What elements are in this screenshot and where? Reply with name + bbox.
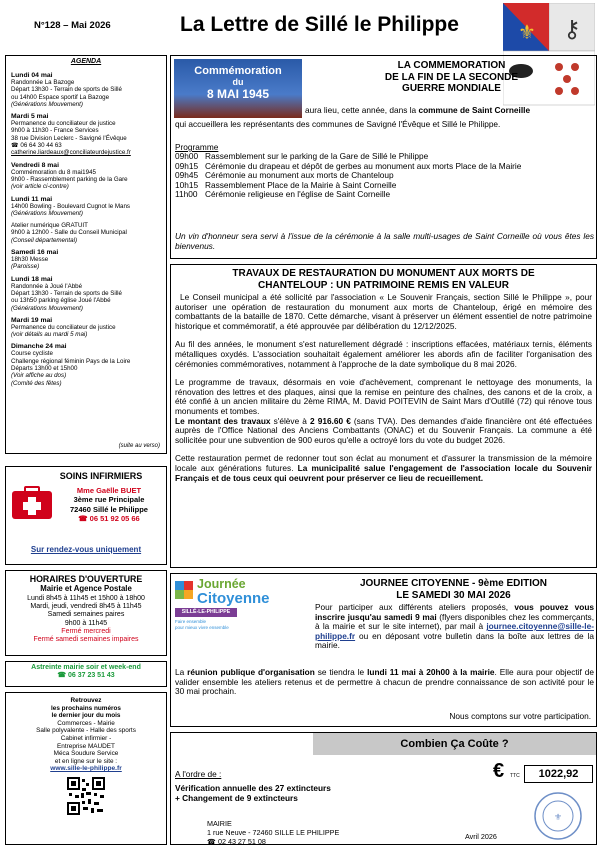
agenda-line: (Générations Mouvement) xyxy=(11,100,83,108)
agenda-date: Lundi 18 mai xyxy=(11,275,53,283)
agenda-line: Départ 13h30 - Terrain de sports de Sillé xyxy=(11,86,122,94)
horaires-line: Lundi 8h45 à 11h45 et 15h00 à 18h00 xyxy=(27,595,145,602)
commemoration-title-line: DE LA FIN DE LA SECONDE xyxy=(384,71,519,83)
logo-tagline1: Faire ensemble xyxy=(175,619,207,624)
travaux-article xyxy=(170,264,597,568)
commemoration-intro-rest: qui accueillera les représentants des communes de Savigné l'Évêque et Sillé le Philippe. xyxy=(175,119,501,129)
retrouvez-line: les prochains numéros xyxy=(51,704,121,712)
agenda-line: 9h00 - Rassemblement parking de la Gare xyxy=(11,175,128,183)
agenda-date: Mardi 19 mai xyxy=(11,316,53,324)
badge-line3: 8 MAI 1945 xyxy=(206,87,270,101)
programme-text: Rassemblement sur le parking de la Gare de Sillé le Philippe xyxy=(205,151,429,161)
programme-row xyxy=(175,190,594,200)
agenda-line: Départ 13h30 - Terrain de sports de Sillé xyxy=(11,289,122,297)
agenda-item xyxy=(11,162,161,191)
retrouvez-place: Méca Soudure Service xyxy=(53,750,119,758)
agenda-item xyxy=(11,343,161,386)
agenda-panel xyxy=(5,55,167,454)
agenda-item xyxy=(11,249,161,271)
logo-citoyenne: Citoyenne xyxy=(197,590,270,607)
retrouvez-place: Entreprise MAUDET xyxy=(57,742,115,750)
agenda-line: Permanence du conciliateur de justice xyxy=(11,323,116,331)
agenda-line: 38 rue Division Leclerc - Savigné l'Évêque xyxy=(11,134,127,142)
agenda-line: catherine.liardeaux@conciliateurdejustice.fr xyxy=(11,149,131,157)
agenda-date: Lundi 04 mai xyxy=(11,72,53,79)
footer-date: Avril 2026 xyxy=(465,832,497,841)
travaux-p1: Le Conseil municipal a été sollicité par l'association « Le Souvenir Français, section Sillé le Philippe », pour autoriser une opération de restauration du monument aux morts de Chanteloup, érigé en mémoire des combattants de la bataille de 1870. Cette démarche, visant à préserver un élément essentiel de notre patrimoine historique et commémoratif, a été approuvée par délibération du 12/12/2025. xyxy=(175,292,592,331)
astreinte-phone: ☎ 06 37 23 51 43 xyxy=(57,672,115,679)
citoyenne-p1-top: Pour participer aux différents ateliers proposés, vous pouvez vous inscrire jusqu'au samedi 9 mai (flyers disponibles chez les commerçants, à la mairie et sur le site internet), par mail à journee.citoyenne@sille-le-philippe.fr ou en déposant votre bulletin dans la boîte aux lettres de la mairie. xyxy=(315,602,595,651)
mairie-stamp-icon xyxy=(533,791,583,841)
travaux-p3-amount: Le montant des travaux s'élève à 2 916.60 € (sans TVA). Des demandes d'aide financière ont été effectuées auprès de l'Office National des Anciens Combattants (ONAC) et du Souvenir Français. La commune a été sollicitée pour une subvention de 900 euros qu'elle a octroyé lors du vote du budget 2026. xyxy=(175,415,592,445)
travaux-p3: Le programme de travaux, désormais en voie d'achèvement, comprenant le nettoyage des monuments, la rénovation des lettres et des plaques, ainsi que la remise en peinture des chaînes, des canons et de la croix, a été confié à un ancien militaire du 2ème RIMA, M. David POITEVIN de Saint Mars d'Outillé (72) qui rénove tous monuments et tombes. xyxy=(175,377,592,416)
combien-ordre: A l'ordre de : xyxy=(175,769,222,779)
first-aid-icon xyxy=(11,486,53,520)
combien-panel xyxy=(170,732,597,845)
nurse-name: Mme Gaëlle BUET xyxy=(76,486,142,495)
citoyenne-logo xyxy=(175,577,311,635)
retrouvez-panel xyxy=(5,692,167,845)
nurse-phone: ☎ 06 51 92 05 66 xyxy=(78,514,140,524)
combien-amount: 1022,92 xyxy=(524,765,593,783)
horaires-subtitle: Mairie et Agence Postale xyxy=(40,584,132,593)
agenda-item xyxy=(11,196,161,218)
agenda-line: Randonnée à Joué l'Abbé xyxy=(11,282,83,290)
agenda-line: Challenge régional féminin Pays de la Loire xyxy=(11,357,131,365)
commemoration-outro: Un vin d'honneur sera servi à l'issue de la cérémonie à la salle multi-usages de Saint Corneille où vous êtes les bienvenus. xyxy=(175,231,594,251)
logo-town: SILLÉ-LE-PHILIPPE xyxy=(175,608,237,617)
agenda-line: ☎ 06 64 30 44 63 xyxy=(11,142,62,150)
agenda-line: Randonnée La Bazoge xyxy=(11,79,75,86)
travaux-p2: Au fil des années, le monument s'est naturellement dégradé : inscriptions effacées, matériaux ternis, éléments métalliques oxydés. L'association souhaitait également améliorer les abords afin de faciliter l'organisation des cérémonies commémoratives, notamment à l'approche de la date symbolique du 8 mai 2026. xyxy=(175,339,592,369)
programme-text: Rassemblement Place de la Mairie à Saint Corneille xyxy=(205,179,397,190)
agenda-line: (Paroisse) xyxy=(11,263,40,271)
website-link[interactable]: www.sille-le-philippe.fr xyxy=(50,765,122,773)
agenda-date: Dimanche 24 mai xyxy=(11,343,67,351)
agenda-line: (Conseil départemental) xyxy=(11,236,78,244)
citoyenne-p2: La réunion publique d'organisation se tiendra le lundi 11 mai à 20h00 à la mairie. Elle aura pour objectif de valider ensemble les ateliers retenus et de permettre à chacun de prendre connaissance de son activité pour le 30 mai prochain. xyxy=(175,667,594,697)
agenda-item xyxy=(11,72,161,108)
retrouvez-heading xyxy=(6,697,166,720)
combien-items: Vérification annuelle des 27 extincteurs + Changement de 9 extincteurs xyxy=(175,783,331,803)
nurse-address2: 72460 Sillé le Philippe xyxy=(70,504,148,514)
horaires-line: Mardi, jeudi, vendredi 8h45 à 11h45 xyxy=(30,603,142,611)
programme-time: 09h45 xyxy=(175,170,199,181)
agenda-line: 9h00 à 11h30 - France Services xyxy=(11,127,99,135)
agenda-line: (Voir affiche au dos) xyxy=(11,372,67,380)
horaires-lines xyxy=(6,595,166,628)
horaires-closed-sat: Fermé samedi semaines impaires xyxy=(33,636,139,644)
agenda-line: 14h00 Bowling - Boulevard Cugnot le Mans xyxy=(11,202,131,210)
commemoration-title xyxy=(307,60,596,95)
citoyenne-title: JOURNEE CITOYENNE - 9ème EDITION LE SAMEDI 30 MAI 2026 xyxy=(359,578,548,601)
commemoration-title-line: LA COMMEMORATION xyxy=(397,60,506,71)
agenda-line: Commémoration du 8 mai1945 xyxy=(11,168,96,176)
agenda-line: (voir détails au mardi 5 mai) xyxy=(11,331,88,339)
programme-text: Cérémonie religieuse en l'église de Saint Corneille xyxy=(205,189,391,200)
programme-text: Cérémonie au monument aux morts de Chanteloup xyxy=(205,170,394,181)
commemoration-title-line: GUERRE MONDIALE xyxy=(402,83,501,95)
horaires-line: Samedi semaines paires xyxy=(47,611,125,619)
logo-journee: Journée xyxy=(197,577,246,591)
retrouvez-place: Salle polyvalente - Halle des sports xyxy=(36,727,136,735)
badge-line1: Commémoration xyxy=(194,65,282,77)
euro-symbol: € xyxy=(493,760,505,782)
agenda-line: (voir article ci-contre) xyxy=(11,183,69,191)
footer-mairie: MAIRIE xyxy=(207,819,232,828)
agenda-date: Samedi 16 mai xyxy=(11,249,59,257)
issue-number: N°128 – Mai 2026 xyxy=(34,20,111,31)
programme-text: Cérémonie du drapeau et dépôt de gerbes au monument aux morts Place de la Mairie xyxy=(205,160,522,171)
programme-time: 10h15 xyxy=(175,179,199,190)
agenda-line: 9h00 à 12h00 - Salle du Conseil Municipal xyxy=(11,229,127,237)
footer-addr: 1 rue Neuve - 72460 SILLE LE PHILIPPE xyxy=(207,827,340,837)
agenda-more: (suite au verso) xyxy=(118,443,160,449)
agenda-line: (Comité des fêtes) xyxy=(11,379,62,387)
agenda-line: (Générations Mouvement) xyxy=(11,209,83,217)
retrouvez-place: et en ligne sur le site : xyxy=(54,757,118,765)
programme-time: 09h15 xyxy=(175,160,199,171)
retrouvez-line: Retrouvez xyxy=(70,697,102,704)
travaux-p4: Cette restauration permet de redonner tout son éclat au monument et d'assurer la transmission de la mémoire locale aux générations futures. La municipalité salue l'engagement de l'association locale du Souvenir Français et de tous ceux qui oeuvrent pour préserver ce lieu de recueillement. xyxy=(175,453,592,483)
citoyenne-email-link[interactable]: journee.citoyenne@sille-le-philippe.fr xyxy=(315,621,594,641)
agenda-line: Atelier numérique GRATUIT xyxy=(11,222,88,230)
agenda-date: Vendredi 8 mai xyxy=(11,161,59,169)
ttc-label: TTC xyxy=(510,773,520,779)
citoyenne-article xyxy=(170,573,597,727)
soins-title: SOINS INFIRMIERS xyxy=(59,471,143,481)
horaires-closed-wed: Fermé mercredi xyxy=(61,627,111,635)
horaires-line: 9h00 à 11h45 xyxy=(64,619,108,627)
badge-line2: du xyxy=(232,77,244,87)
commemoration-badge xyxy=(174,59,302,118)
agenda-date: Lundi 11 mai xyxy=(11,195,53,203)
astreinte-title: Astreinte mairie soir et week-end xyxy=(31,664,141,671)
agenda-line: ou 14h00 Espace sportif La Bazoge xyxy=(11,93,110,101)
footer-phone: ☎ 02 43 27 51 08 xyxy=(207,836,266,846)
travaux-title1: TRAVAUX DE RESTAURATION DU MONUMENT AUX MORTS DE xyxy=(232,268,535,279)
astreinte-panel xyxy=(5,661,167,687)
agenda-date: Mardi 5 mai xyxy=(11,113,49,121)
horaires-panel xyxy=(5,570,167,656)
retrouvez-places xyxy=(6,720,166,766)
qr-code-icon[interactable] xyxy=(66,776,106,816)
citoyenne-p3: Nous comptons sur votre participation. xyxy=(449,711,591,721)
programme-time: 11h00 xyxy=(175,189,198,200)
travaux-title2: CHANTELOUP : UN PATRIMOINE REMIS EN VALEUR xyxy=(258,279,509,291)
agenda-title: AGENDA xyxy=(70,58,102,65)
nurse-address1: 3ème rue Principale xyxy=(73,495,145,505)
agenda-list xyxy=(11,72,161,387)
agenda-line: Course cycliste xyxy=(11,350,53,358)
agenda-line: ou 13h50 parking église Joué l'Abbé xyxy=(11,297,111,305)
nurse-rdv: Sur rendez-vous uniquement xyxy=(30,545,142,554)
programme-title: Programme xyxy=(175,142,219,152)
programme-time: 09h00 xyxy=(175,151,199,161)
agenda-item xyxy=(11,222,161,244)
programme-list xyxy=(175,152,594,200)
agenda-line: (Générations Mouvement) xyxy=(11,304,83,312)
horaires-title: HORAIRES D'OUVERTURE xyxy=(29,574,143,584)
citoyenne-logo-icon xyxy=(175,581,193,599)
page-title: La Lettre de Sillé le Philippe xyxy=(180,13,459,36)
agenda-item xyxy=(11,276,161,312)
soins-panel xyxy=(5,466,167,565)
agenda-line: 18h30 Messe xyxy=(11,256,49,264)
footer-address xyxy=(207,820,339,846)
agenda-item xyxy=(11,113,161,156)
retrouvez-line: le dernier jour du mois xyxy=(51,712,121,720)
retrouvez-place: Commerces - Mairie xyxy=(57,719,115,727)
agenda-line: Départs 13h00 et 15h00 xyxy=(11,365,78,373)
logo-tagline2: pour mieux vivre ensemble xyxy=(175,625,229,630)
commemoration-intro-first: aura lieu, cette année, dans la commune de Saint Corneille xyxy=(305,105,531,115)
svg-text:⚜: ⚜ xyxy=(553,813,563,823)
combien-title: Combien Ça Coûte ? xyxy=(313,733,596,755)
commemoration-article xyxy=(170,55,597,259)
svg-text:⚷: ⚷ xyxy=(563,15,581,43)
svg-text:⚜: ⚜ xyxy=(518,20,536,44)
retrouvez-place: Cabinet infirmier - xyxy=(60,734,112,742)
agenda-line: Permanence du conciliateur de justice xyxy=(11,120,116,128)
agenda-item xyxy=(11,317,161,339)
